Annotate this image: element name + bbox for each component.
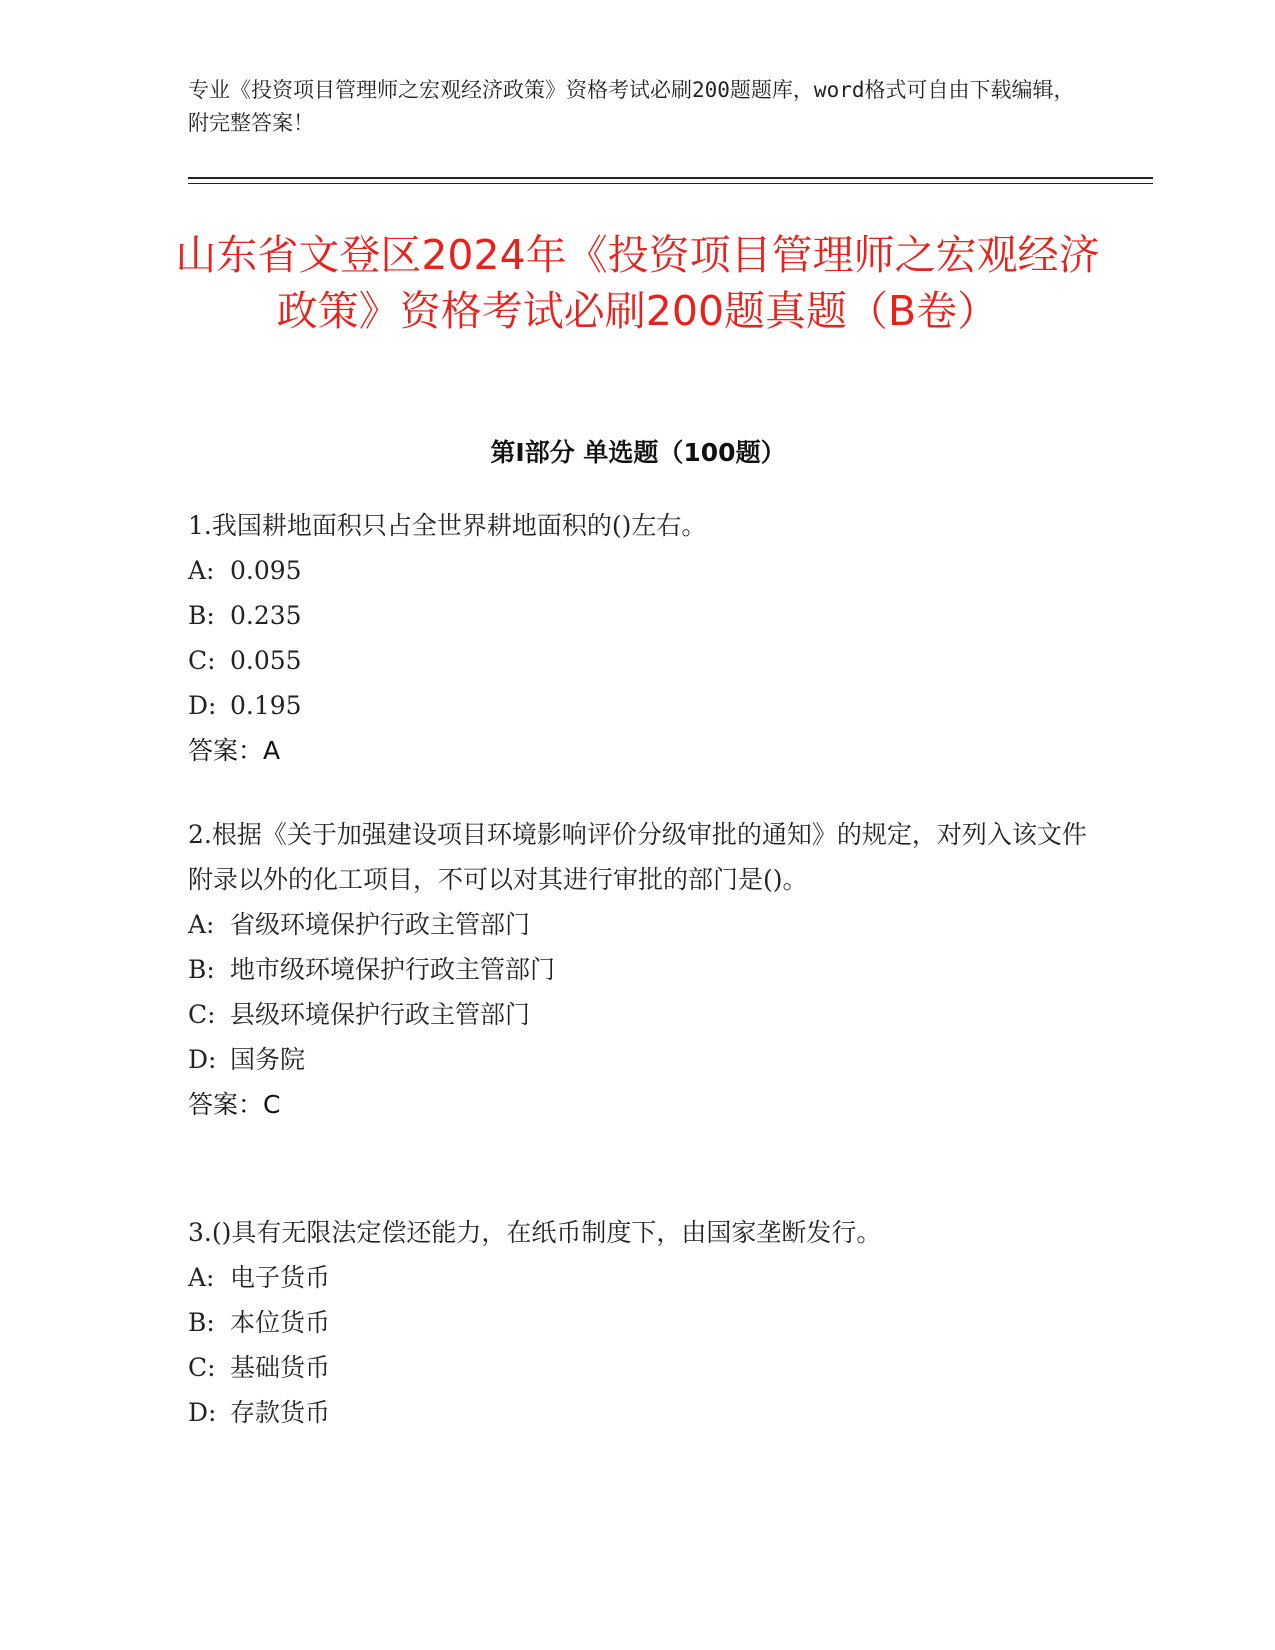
option-key: A:: [188, 556, 215, 585]
option-d: [188, 1037, 1088, 1082]
option-key: B:: [188, 1308, 215, 1337]
header-rule-thin: [188, 183, 1153, 184]
option-c: [188, 1345, 1088, 1390]
option-text: 地市级环境保护行政主管部门: [230, 955, 556, 984]
option-text: 存款货币: [230, 1398, 331, 1427]
option-c: [188, 638, 1088, 683]
option-a: [188, 1255, 1088, 1300]
option-key: C:: [188, 1000, 216, 1029]
option-text: 基础货币: [230, 1353, 331, 1382]
option-key: C:: [188, 1353, 216, 1382]
document-title: 山东省文登区2024年《投资项目管理师之宏观经济政策》资格考试必刷200题真题（B卷）: [175, 231, 1100, 335]
option-d: [188, 1390, 1088, 1435]
section-title: 第I部分 单选题（100题）: [490, 438, 786, 467]
option-b: [188, 947, 1088, 992]
option-c: [188, 992, 1088, 1037]
answer: 答案：C: [188, 1090, 281, 1119]
option-text: 县级环境保护行政主管部门: [230, 1000, 531, 1029]
option-text: 0.095: [230, 556, 302, 585]
option-key: D:: [188, 1045, 217, 1074]
question-1: [188, 503, 1088, 773]
question-3: [188, 1210, 1088, 1435]
option-text: 电子货币: [230, 1263, 331, 1292]
option-key: A:: [188, 910, 215, 939]
option-key: B:: [188, 601, 215, 630]
option-a: [188, 902, 1088, 947]
option-text: 本位货币: [230, 1308, 331, 1337]
option-b: [188, 1300, 1088, 1345]
question-stem: 3.()具有无限法定偿还能力，在纸币制度下，由国家垄断发行。: [188, 1218, 882, 1247]
option-text: 0.195: [230, 691, 302, 720]
option-key: B:: [188, 955, 215, 984]
option-text: 0.235: [230, 601, 302, 630]
option-key: A:: [188, 1263, 215, 1292]
question-stem: 1.我国耕地面积只占全世界耕地面积的()左右。: [188, 511, 707, 540]
option-a: [188, 548, 1088, 593]
question-2: [188, 812, 1088, 1127]
header-rule-thick: [188, 177, 1153, 179]
header-note: 专业《投资项目管理师之宏观经济政策》资格考试必刷200题题库，word格式可自由下载编辑，附完整答案！: [188, 78, 1075, 135]
answer: 答案：A: [188, 736, 281, 765]
option-key: D:: [188, 1398, 217, 1427]
option-b: [188, 593, 1088, 638]
question-stem: 2.根据《关于加强建设项目环境影响评价分级审批的通知》的规定，对列入该文件附录以外的化工项目，不可以对其进行审批的部门是()。: [188, 820, 1087, 894]
option-d: [188, 683, 1088, 728]
option-text: 省级环境保护行政主管部门: [230, 910, 531, 939]
option-text: 国务院: [230, 1045, 306, 1074]
option-key: D:: [188, 691, 217, 720]
option-key: C:: [188, 646, 216, 675]
option-text: 0.055: [230, 646, 302, 675]
